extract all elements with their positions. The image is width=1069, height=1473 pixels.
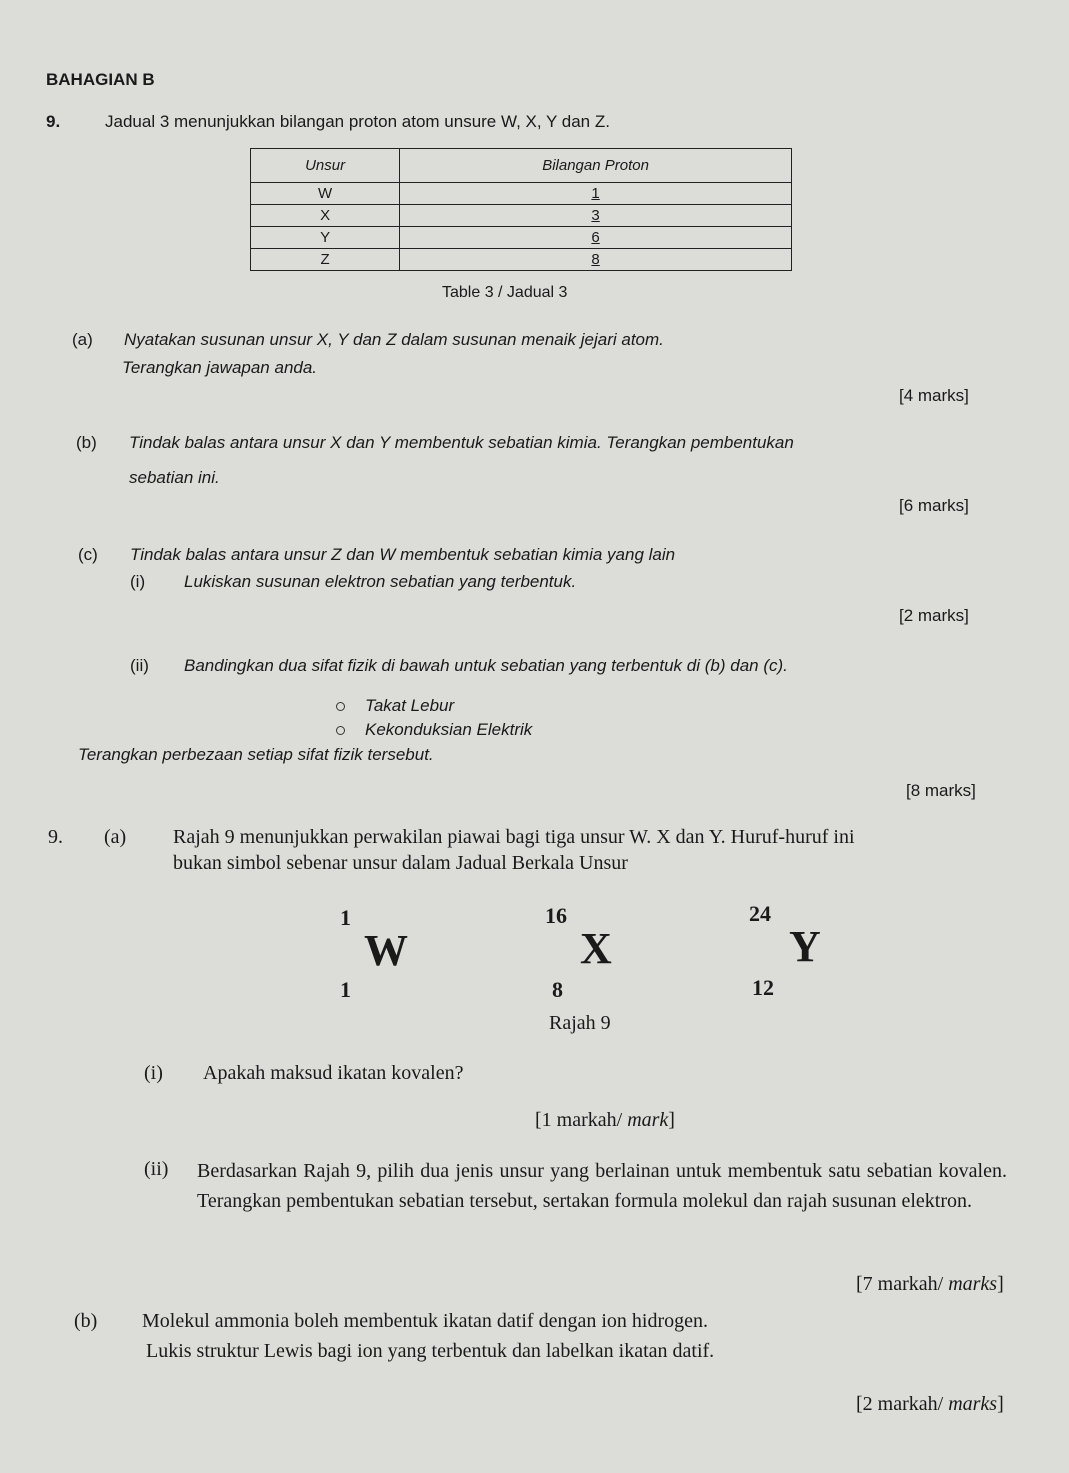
table-header-row <box>251 149 792 183</box>
mass-number: 24 <box>749 901 771 926</box>
q9b-a-line2: bukan simbol sebenar unsur dalam Jadual Berkala Unsur <box>173 852 628 874</box>
marks-suffix: ] <box>997 1273 1004 1295</box>
element-symbol: W <box>364 926 408 975</box>
marks-suffix: ] <box>668 1109 675 1131</box>
bullet-circle-icon <box>336 726 345 735</box>
table-3 <box>250 148 792 271</box>
table-caption: Table 3 / Jadual 3 <box>442 284 568 301</box>
q9b-i-label: (i) <box>144 1062 163 1084</box>
part-c-i-label: (i) <box>130 572 146 591</box>
element-symbol: Y <box>789 922 821 971</box>
q9b-ii-label: (ii) <box>144 1158 169 1180</box>
part-c-i-text: Lukiskan susunan elektron sebatian yang terbentuk. <box>184 572 577 591</box>
proton-number: 8 <box>552 977 563 1002</box>
table-cell-unsur: W <box>251 183 400 205</box>
table-cell-unsur: Y <box>251 227 400 249</box>
marks-prefix: [2 markah/ <box>856 1393 944 1415</box>
proton-number: 1 <box>340 977 351 1002</box>
bullet-text: Kekonduksian Elektrik <box>365 720 533 739</box>
part-c-ii-marks: [8 marks] <box>906 781 976 800</box>
question-stem: Jadual 3 menunjukkan bilangan proton atom unsure W, X, Y dan Z. <box>105 112 610 131</box>
q9b-b-marks <box>856 1393 1004 1416</box>
mass-number: 1 <box>340 905 351 930</box>
mass-number: 16 <box>545 903 567 928</box>
table-header-proton: Bilangan Proton <box>400 149 792 183</box>
table-row <box>251 227 792 249</box>
q9b-ii-marks <box>856 1273 1004 1296</box>
table-row <box>251 249 792 271</box>
table-cell-proton: 3 <box>400 205 792 227</box>
table-cell-unsur: X <box>251 205 400 227</box>
part-b-label: (b) <box>76 433 97 452</box>
marks-italic: marks <box>948 1393 998 1415</box>
table-row <box>251 205 792 227</box>
q9b-a-label: (a) <box>104 826 127 848</box>
element-symbol: X <box>580 924 612 973</box>
bullet-text: Takat Lebur <box>365 696 455 715</box>
part-c-ii-text: Bandingkan dua sifat fizik di bawah untuk sebatian yang terbentuk di (b) dan (c). <box>184 656 788 675</box>
q9b-number: 9. <box>48 826 63 848</box>
proton-number: 12 <box>752 975 774 1000</box>
table-header-unsur: Unsur <box>251 149 400 183</box>
table-cell-unsur: Z <box>251 249 400 271</box>
part-b-marks: [6 marks] <box>899 496 969 515</box>
part-c-label: (c) <box>78 545 98 564</box>
q9b-b-line2: Lukis struktur Lewis bagi ion yang terbentuk dan labelkan ikatan datif. <box>146 1340 715 1362</box>
q9b-i-text: Apakah maksud ikatan kovalen? <box>203 1062 464 1084</box>
part-b-line2: sebatian ini. <box>129 468 220 487</box>
part-c-ii-label: (ii) <box>130 656 149 675</box>
part-c-explain: Terangkan perbezaan setiap sifat fizik tersebut. <box>78 745 434 764</box>
figure-caption: Rajah 9 <box>549 1012 611 1034</box>
bullet-item <box>336 696 454 716</box>
marks-suffix: ] <box>997 1393 1004 1415</box>
q9b-b-line1: Molekul ammonia boleh membentuk ikatan datif dengan ion hidrogen. <box>142 1310 708 1332</box>
section-title: BAHAGIAN B <box>46 70 155 89</box>
q9b-a-line1: Rajah 9 menunjukkan perwakilan piawai bagi tiga unsur W. X dan Y. Huruf-huruf ini <box>173 826 855 848</box>
part-b-line1: Tindak balas antara unsur X dan Y membentuk sebatian kimia. Terangkan pembentukan <box>129 433 794 452</box>
table-cell-proton: 8 <box>400 249 792 271</box>
marks-italic: marks <box>948 1273 998 1295</box>
marks-prefix: [7 markah/ <box>856 1273 944 1295</box>
table-cell-proton: 1 <box>400 183 792 205</box>
question-number: 9. <box>46 112 61 131</box>
marks-prefix: [1 markah/ <box>535 1109 623 1131</box>
part-a-line1: Nyatakan susunan unsur X, Y dan Z dalam susunan menaik jejari atom. <box>124 330 664 349</box>
bullet-item <box>336 720 532 740</box>
part-a-line2: Terangkan jawapan anda. <box>122 358 318 377</box>
part-a-label: (a) <box>72 330 93 349</box>
part-c-i-marks: [2 marks] <box>899 606 969 625</box>
marks-italic: mark <box>627 1109 669 1131</box>
bullet-circle-icon <box>336 702 345 711</box>
part-a-marks: [4 marks] <box>899 386 969 405</box>
table-row <box>251 183 792 205</box>
part-c-line1: Tindak balas antara unsur Z dan W membentuk sebatian kimia yang lain <box>130 545 676 564</box>
table-cell-proton: 6 <box>400 227 792 249</box>
q9b-i-marks <box>535 1109 675 1132</box>
q9b-b-label: (b) <box>74 1310 98 1332</box>
q9b-ii-text: Berdasarkan Rajah 9, pilih dua jenis unsur yang berlainan untuk membentuk satu sebatian kovalen. Terangkan pembentukan sebatian tersebut, sertakan formula molekul dan rajah susunan elektron. <box>197 1160 1007 1212</box>
